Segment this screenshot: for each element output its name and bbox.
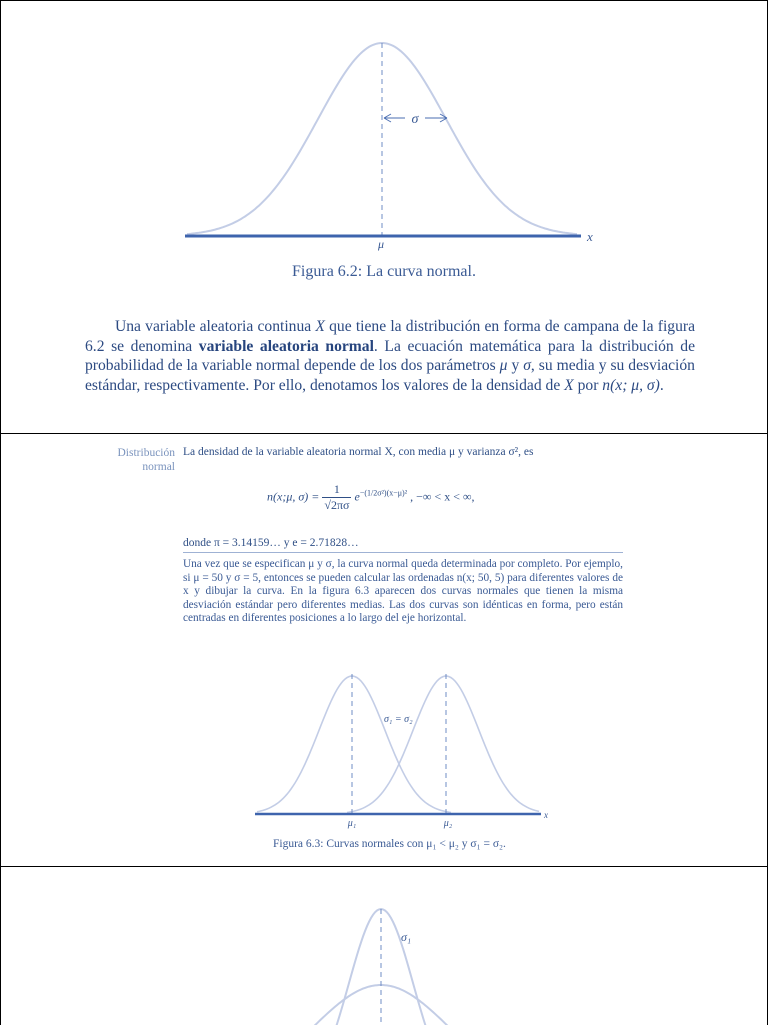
mu2-label: μ₂	[443, 818, 453, 829]
body-paragraph: Una vez que se especifican μ y σ, la curva normal queda determinada por completo. Por ejemplo, si μ = 50 y σ = 5, entonces se pueden calcular las ordenadas n(x; 50, 5) para diferentes valores de x y dibujar la curva. En la figura 6.3 aparecen dos curvas normales que tienen la misma desviación estándar pero diferentes medias. Las dos curvas son idénticas en forma, pero están centradas en diferentes posiciones a lo largo del eje horizontal.	[183, 558, 623, 625]
normal-curve-2	[347, 676, 539, 812]
definition-text: La densidad de la variable aleatoria normal X, con media μ y varianza σ², es	[183, 446, 534, 458]
figure-6-3	[1, 434, 767, 866]
page-panel-3	[0, 866, 768, 1025]
mu-label: μ	[377, 237, 385, 251]
constants-note: donde π = 3.14159… y e = 2.71828…	[183, 537, 359, 549]
margin-label: Distribución normal	[117, 447, 175, 473]
x-axis-label: x	[587, 229, 593, 244]
page-panel-2	[0, 433, 768, 867]
mu1-label: μ₁	[347, 818, 357, 829]
sigma1-label: σ₁	[401, 930, 412, 944]
figure-6-2	[1, 1, 767, 261]
sigma-label: σ	[411, 112, 419, 127]
x-axis-label: x	[544, 810, 548, 820]
normal-curve-1	[257, 676, 451, 812]
figure-caption: Figura 6.2: La curva normal.	[292, 263, 476, 280]
sigma-equality-label: σ₁ = σ₂	[384, 714, 413, 725]
figure-caption: Figura 6.3: Curvas normales con μ₁ < μ₂ y σ₁ = σ₂.	[273, 838, 506, 850]
figure-6-4-partial	[1, 867, 767, 1025]
body-paragraph: Una variable aleatoria continua X que tiene la distribución en forma de campana de la figura 6.2 se denomina variable aleatoria normal. La ecuación matemática para la distribución de probabilidad de la variable normal depende de los dos parámetros μ y σ, su media y su desviación estándar, respectivamente. Por ello, denotamos los valores de la densidad de X por n(x; μ, σ).	[85, 318, 695, 394]
page-panel-1	[0, 0, 768, 434]
normal-density-formula: n(x;μ, σ) = $\frac{1}{√2\pi\sigma}$ $e^{-(1/2\sigma^2)(x-\mu)^2}$ , −∞ < x < ∞,	[267, 482, 475, 512]
